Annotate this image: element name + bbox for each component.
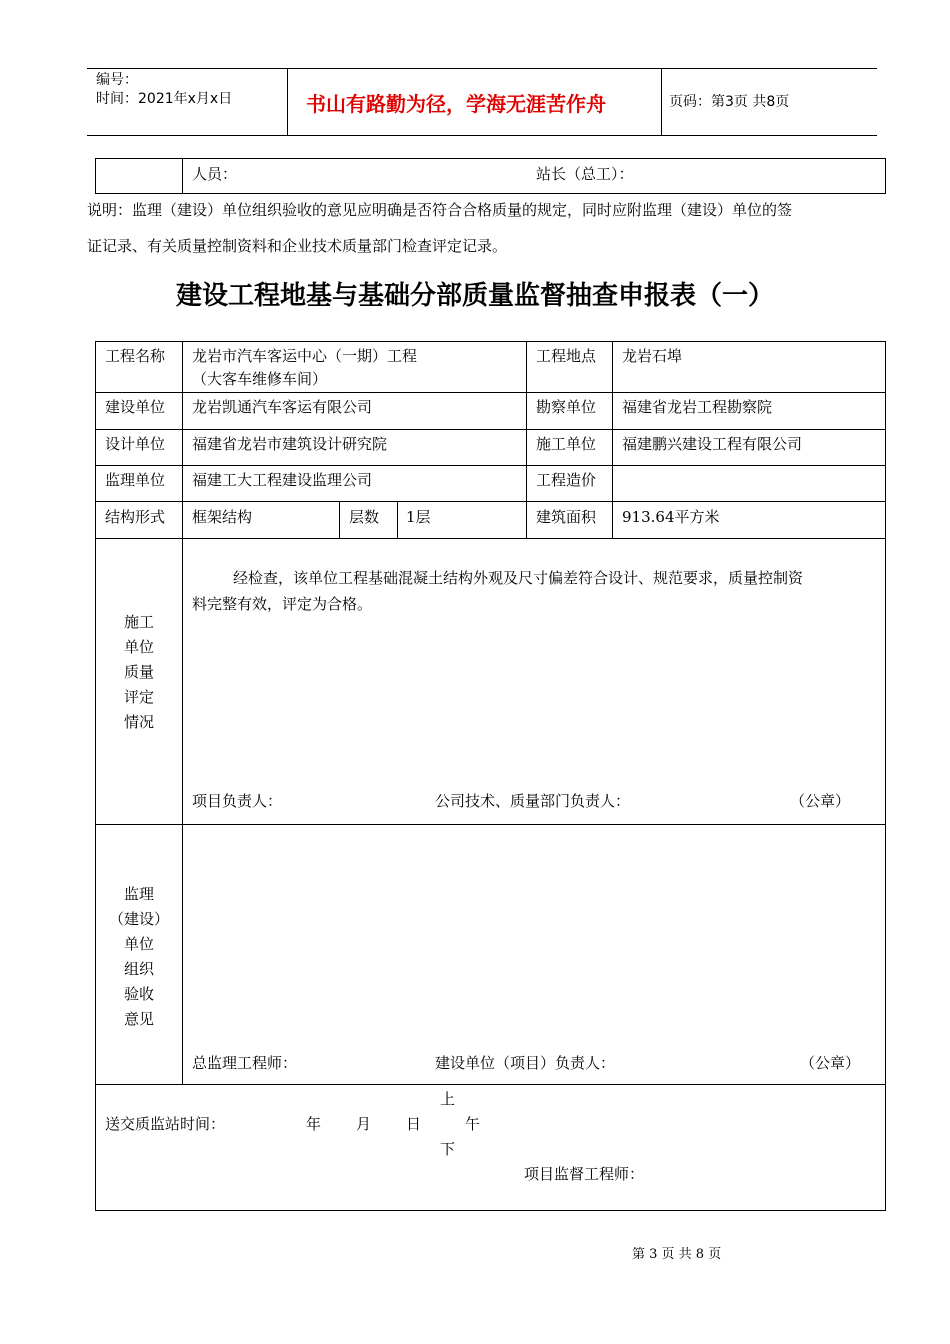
doc-time-label: 时间：2021年x月x日 [96,91,233,107]
submit-month: 月 [356,1115,372,1133]
note-line-2: 证记录、有关质量控制资料和企业技术质量部门检查评定记录。 [87,237,508,255]
builder-value: 龙岩凯通汽车客运有限公司 [192,398,373,416]
quality-text-line2: 料完整有效，评定为合格。 [192,595,373,613]
acceptance-label-line: 意见 [123,1010,154,1028]
survey-label: 勘察单位 [536,398,597,416]
acceptance-label-line: （建设） [108,910,169,928]
submit-pm: 下 [440,1140,456,1158]
project-leader-signature: 项目负责人： [192,792,283,810]
note-line-1: 说明：监理（建设）单位组织验收的意见应明确是否符合合格质量的规定，同时应附监理（建设）单位的签 [87,201,793,219]
quality-label-line: 评定 [123,688,154,706]
survey-value: 福建省龙岩工程勘察院 [622,398,773,416]
quality-section-label [96,610,182,735]
cost-label: 工程造价 [536,471,597,489]
quality-label-line: 质量 [123,663,154,681]
design-label: 设计单位 [105,435,166,453]
project-name-value-line2: （大客车维修车间） [192,370,328,388]
submit-year: 年 [306,1115,322,1133]
area-label: 建筑面积 [536,508,597,526]
submit-am: 上 [440,1090,456,1108]
structure-label: 结构形式 [105,508,166,526]
builder-leader-signature: 建设单位（项目）负责人： [435,1054,616,1072]
structure-value: 框架结构 [192,508,253,526]
quality-label-line: 单位 [123,638,154,656]
personnel-label: 人员： [192,165,238,183]
design-value: 福建省龙岩市建筑设计研究院 [192,435,388,453]
page-footer: 第 3 页 共 8 页 [632,1247,722,1262]
construct-value: 福建鹏兴建设工程有限公司 [622,435,803,453]
project-name-label: 工程名称 [105,347,166,365]
station-chief-label: 站长（总工）： [536,165,634,183]
floors-value: 1层 [406,508,431,526]
quality-seal: （公章） [790,792,851,810]
header-motto: 书山有路勤为径，学海无涯苦作舟 [306,92,606,116]
submit-day: 日 [406,1115,422,1133]
acceptance-seal: （公章） [800,1054,861,1072]
header-page-label: 页码：第3页 共8页 [669,94,790,110]
chief-supervisor-signature: 总监理工程师： [192,1054,298,1072]
supervise-label: 监理单位 [105,471,166,489]
acceptance-label-line: 单位 [123,935,154,953]
quality-text-line1: 经检查，该单位工程基础混凝土结构外观及尺寸偏差符合设计、规范要求，质量控制资 [233,569,804,587]
builder-label: 建设单位 [105,398,166,416]
project-supervision-engineer: 项目监督工程师： [524,1165,645,1183]
doc-number-label: 编号： [96,72,138,88]
area-value: 913.64平方米 [622,508,720,526]
supervise-value: 福建工大工程建设监理公司 [192,471,373,489]
acceptance-label-line: 验收 [123,985,154,1003]
location-value: 龙岩石埠 [622,347,683,365]
form-title: 建设工程地基与基础分部质量监督抽查申报表（一） [175,281,774,311]
acceptance-label-line: 监理 [123,885,154,903]
quality-label-line: 施工 [123,613,154,631]
acceptance-section-label [96,882,182,1032]
submit-time-label: 送交质监站时间： [105,1115,226,1133]
submit-noon: 午 [465,1115,481,1133]
floors-label: 层数 [349,508,380,526]
company-dept-signature: 公司技术、质量部门负责人： [435,792,631,810]
project-name-value-line1: 龙岩市汽车客运中心（一期）工程 [192,347,418,365]
construct-label: 施工单位 [536,435,597,453]
quality-label-line: 情况 [123,713,154,731]
location-label: 工程地点 [536,347,597,365]
acceptance-label-line: 组织 [123,960,154,978]
